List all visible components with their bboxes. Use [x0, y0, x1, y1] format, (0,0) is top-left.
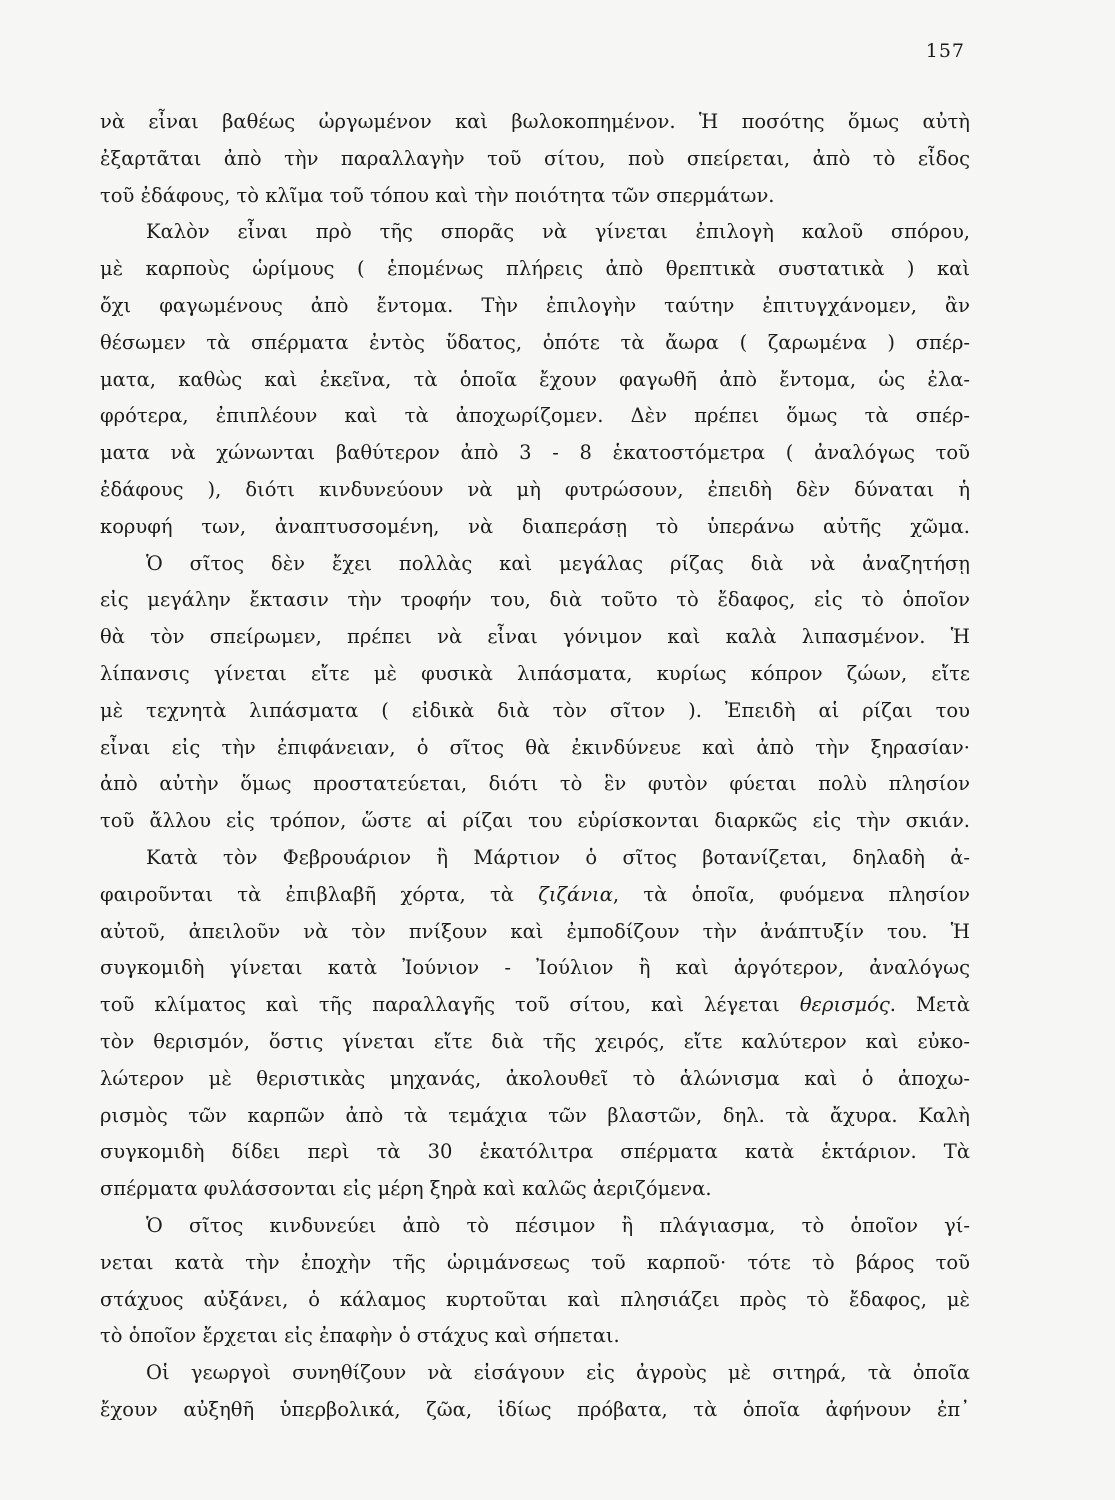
- text-line: τοῦ κλίματος καὶ τῆς παραλλαγῆς τοῦ σίτου, καὶ λέγεται θερισμός. Μετὰ: [100, 993, 970, 1017]
- text-line: τὸ ὁποῖον ἔρχεται εἰς ἐπαφὴν ὁ στάχυς καὶ σήπεται.: [100, 1324, 620, 1348]
- text-line: ὄχι φαγωμένους ἀπὸ ἔντομα. Τὴν ἐπιλογὴν ταύτην ἐπιτυγχάνομεν, ἂν: [100, 293, 970, 317]
- text-line: συγκομιδὴ γίνεται κατὰ Ἰούνιον - Ἰούλιον ἢ καὶ ἀργότερον, ἀναλόγως: [100, 956, 970, 980]
- text-line: ρισμὸς τῶν καρπῶν ἀπὸ τὰ τεμάχια τῶν βλαστῶν, δηλ. τὰ ἄχυρα. Καλὴ: [100, 1103, 970, 1127]
- text-line: θέσωμεν τὰ σπέρματα ἐντὸς ὕδατος, ὁπότε τὰ ἄωρα ( ζαρωμένα ) σπέρ-: [100, 330, 970, 354]
- text-line: Κατὰ τὸν Φεβρουάριον ἢ Μάρτιον ὁ σῖτος βοτανίζεται, δηλαδὴ ἀ-: [146, 845, 970, 869]
- text-line: φρότερα, ἐπιπλέουν καὶ τὰ ἀποχωρίζομεν. Δὲν πρέπει ὅμως τὰ σπέρ-: [100, 404, 970, 428]
- text-line: λίπανσις γίνεται εἴτε μὲ φυσικὰ λιπάσματα, κυρίως κόπρον ζώων, εἴτε: [100, 661, 970, 685]
- text-line: νὰ εἶναι βαθέως ὠργωμένον καὶ βωλοκοπημένον. Ἡ ποσότης ὅμως αὐτὴ: [100, 110, 970, 133]
- text-line: εἰς μεγάλην ἔκτασιν τὴν τροφήν του, διὰ τοῦτο τὸ ἔδαφος, εἰς τὸ ὁποῖον: [100, 588, 970, 612]
- text-line: ματα νὰ χώνωνται βαθύτερον ἀπὸ 3 - 8 ἑκατοστόμετρα ( ἀναλόγως τοῦ: [100, 441, 970, 465]
- text-line: ἐδάφους ), διότι κινδυνεύουν νὰ μὴ φυτρώσουν, ἐπειδὴ δὲν δύναται ἡ: [100, 477, 970, 501]
- text-line: σπέρματα φυλάσσονται εἰς μέρη ξηρὰ καὶ καλῶς ἀεριζόμενα.: [100, 1177, 712, 1201]
- text-line: τὸν θερισμόν, ὅστις γίνεται εἴτε διὰ τῆς χειρός, εἴτε καλύτερον καὶ εὐκο-: [100, 1029, 970, 1053]
- text-line: μὲ τεχνητὰ λιπάσματα ( εἰδικὰ διὰ τὸν σῖτον ). Ἐπειδὴ αἱ ρίζαι του: [100, 698, 970, 722]
- text-line: Καλὸν εἶναι πρὸ τῆς σπορᾶς νὰ γίνεται ἐπιλογὴ καλοῦ σπόρου,: [146, 220, 970, 244]
- text-line: ἀπὸ αὐτὴν ὅμως προστατεύεται, διότι τὸ ἓν φυτὸν φύεται πολὺ πλησίον: [100, 772, 970, 796]
- text-line: ἐξαρτᾶται ἀπὸ τὴν παραλλαγὴν τοῦ σίτου, ποὺ σπείρεται, ἀπὸ τὸ εἶδος: [100, 146, 970, 170]
- text-line: φαιροῦνται τὰ ἐπιβλαβῆ χόρτα, τὰ ζιζάνια, τὰ ὁποῖα, φυόμενα πλησίον: [100, 882, 970, 906]
- text-line: ματα, καθὼς καὶ ἐκεῖνα, τὰ ὁποῖα ἔχουν φαγωθῆ ἀπὸ ἔντομα, ὡς ἐλα-: [100, 367, 970, 391]
- text-line: εἶναι εἰς τὴν ἐπιφάνειαν, ὁ σῖτος θὰ ἐκινδύνευε καὶ ἀπὸ τὴν ξηρασίαν·: [100, 735, 970, 759]
- text-line: τοῦ ἄλλου εἰς τρόπον, ὥστε αἱ ρίζαι του εὑρίσκονται διαρκῶς εἰς τὴν σκιάν.: [100, 809, 970, 833]
- text-line: νεται κατὰ τὴν ἐποχὴν τῆς ὡριμάνσεως τοῦ καρποῦ· τότε τὸ βάρος τοῦ: [100, 1250, 970, 1274]
- text-line: κορυφή των, ἀναπτυσσομένη, νὰ διαπεράσῃ τὸ ὑπεράνω αὐτῆς χῶμα.: [100, 514, 970, 538]
- text-line: αὐτοῦ, ἀπειλοῦν νὰ τὸν πνίξουν καὶ ἐμποδίζουν τὴν ἀνάπτυξίν του. Ἡ: [100, 919, 970, 943]
- text-line: Ὁ σῖτος δὲν ἔχει πολλὰς καὶ μεγάλας ρίζας διὰ νὰ ἀναζητήσῃ: [146, 551, 970, 575]
- text-line: μὲ καρποὺς ὡρίμους ( ἑπομένως πλήρεις ἀπὸ θρεπτικὰ συστατικὰ ) καὶ: [100, 257, 970, 281]
- text-line: θὰ τὸν σπείρωμεν, πρέπει νὰ εἶναι γόνιμον καὶ καλὰ λιπασμένον. Ἡ: [100, 625, 970, 649]
- page-number: 157: [925, 40, 965, 62]
- text-line: ἔχουν αὐξηθῆ ὑπερβολικά, ζῶα, ἰδίως πρόβατα, τὰ ὁποῖα ἀφήνουν ἐπ᾽: [100, 1397, 970, 1421]
- text-line: λώτερον μὲ θεριστικὰς μηχανάς, ἀκολουθεῖ τὸ ἁλώνισμα καὶ ὁ ἀποχω-: [100, 1066, 970, 1090]
- text-line: τοῦ ἐδάφους, τὸ κλῖμα τοῦ τόπου καὶ τὴν ποιότητα τῶν σπερμάτων.: [100, 183, 775, 207]
- text-line: Οἱ γεωργοὶ συνηθίζουν νὰ εἰσάγουν εἰς ἀγροὺς μὲ σιτηρά, τὰ ὁποῖα: [146, 1361, 970, 1385]
- text-line: στάχυος αὐξάνει, ὁ κάλαμος κυρτοῦται καὶ πλησιάζει πρὸς τὸ ἔδαφος, μὲ: [100, 1287, 970, 1311]
- text-line: Ὁ σῖτος κινδυνεύει ἀπὸ τὸ πέσιμον ἢ πλάγιασμα, τὸ ὁποῖον γί-: [146, 1213, 970, 1237]
- text-line: συγκομιδὴ δίδει περὶ τὰ 30 ἑκατόλιτρα σπέρματα κατὰ ἑκτάριον. Τὰ: [100, 1140, 970, 1164]
- body-text: [100, 104, 970, 1429]
